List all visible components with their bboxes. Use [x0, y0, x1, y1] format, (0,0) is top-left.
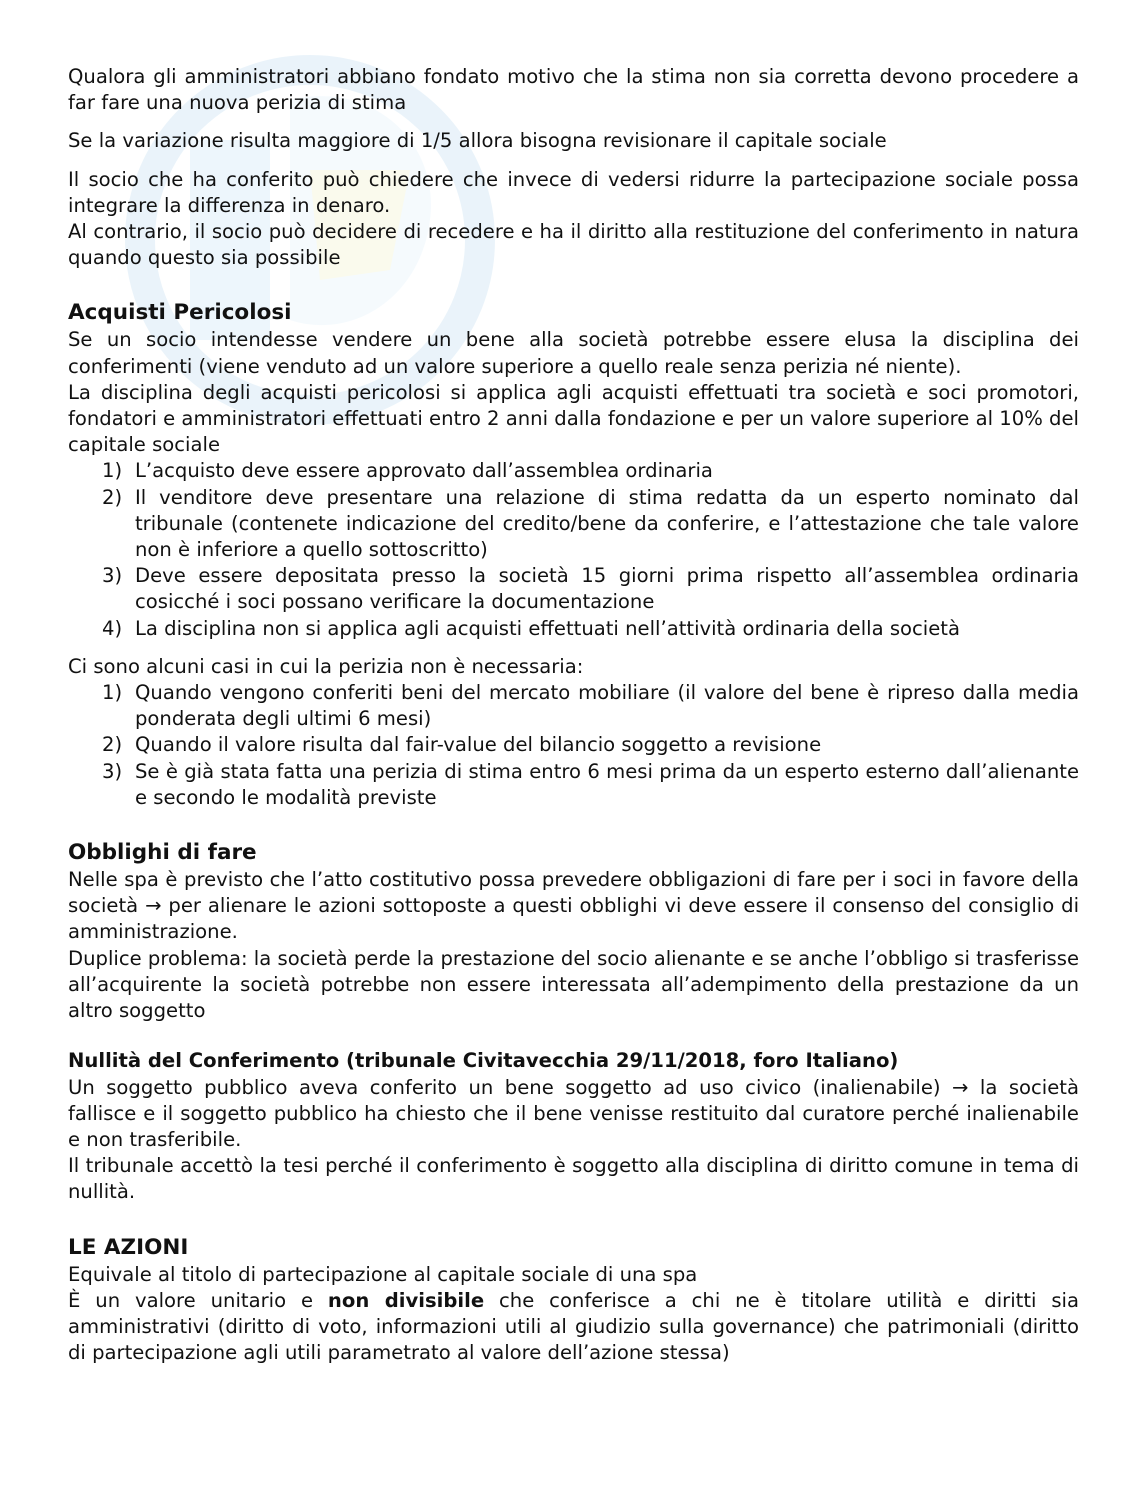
intro-paragraph-1: Qualora gli amministratori abbiano fondato motivo che la stima non sia corretta devono procedere a far fare una nuova perizia di stima [68, 65, 1079, 115]
nullita-paragraph-2: Il tribunale accettò la tesi perché il conferimento è soggetto alla disciplina di diritto comune in tema di nullità. [68, 1154, 1079, 1204]
obblighi-paragraph-1: Nelle spa è previsto che l’atto costitutivo possa prevedere obbligazioni di fare per i soci in favore della società → per alienare le azioni sottoposte a questi obblighi vi deve essere il consenso del consiglio di amministrazione. [68, 868, 1080, 944]
section-heading-nullita: Nullità del Conferimento (tribunale Civitavecchia 29/11/2018, foro Italiano) [68, 1049, 899, 1073]
list-item: 2) Il venditore deve presentare una relazione di stima redatta da un esperto nominato dal tribunale (contenete indicazione del credito/bene da conferire, e l’attestazione che tale valore non è inferiore a quello sottoscritto) [102, 485, 1079, 562]
intro-paragraph-2: Se la variazione risulta maggiore di 1/5 allora bisogna revisionare il capitale sociale [68, 129, 887, 153]
perizia-exceptions-list [68, 680, 1079, 811]
section-heading-acquisti: Acquisti Pericolosi [68, 300, 292, 326]
acquisti-paragraph-2: La disciplina degli acquisti pericolosi si applica agli acquisti effettuati tra società e soci promotori, fondatori e amministratori effettuati entro 2 anni dalla fondazione e per un valore superiore al 10% del capitale sociale [68, 380, 1079, 457]
obblighi-paragraph-2: Duplice problema: la società perde la prestazione del socio alienante e se anche l’obbligo si trasferisse all’acquirente la società potrebbe non essere interessata all’adempimento della prestazione da un altro soggetto [68, 946, 1079, 1023]
section-heading-azioni: LE AZIONI [68, 1234, 189, 1260]
acquisti-paragraph-1: Se un socio intendesse vendere un bene alla società potrebbe essere elusa la disciplina dei conferimenti (viene venduto ad un valore superiore a quello reale senza perizia né niente). [68, 328, 1079, 378]
azioni-paragraph-2: È un valore unitario e non divisibile che conferisce a chi ne è titolare utilità e diritti sia amministrativi (diritto di voto, informazioni utili al giudizio sulla governance) che patrimoniali (diritto di partecipazione agli utili parametrato al valore dell’azione stessa) [68, 1288, 1079, 1365]
list-item: 1) Quando vengono conferiti beni del mercato mobiliare (il valore del bene è ripreso dalla media ponderata degli ultimi 6 mesi) [102, 681, 1079, 731]
list-item: 2) Quando il valore risulta dal fair-value del bilancio soggetto a revisione [102, 733, 822, 757]
intro-paragraph-3a: Il socio che ha conferito può chiedere che invece di vedersi ridurre la partecipazione sociale possa integrare la differenza in denaro. [68, 167, 1079, 217]
emphasis-text: non divisibile [327, 1288, 485, 1312]
arrow-right-icon: → [145, 894, 162, 918]
nullita-paragraph-1: Un soggetto pubblico aveva conferito un bene soggetto ad uso civico (inalienabile) → la società fallisce e il soggetto pubblico ha chiesto che il bene venisse restituito dal curatore perché inalienabile e non trasferibile. [68, 1075, 1079, 1151]
azioni-paragraph-1: Equivale al titolo di partecipazione al capitale sociale di una spa [68, 1262, 698, 1286]
list-item: 3) Deve essere depositata presso la società 15 giorni prima rispetto all’assemblea ordinaria cosicché i soci possano verificare la documentazione [102, 564, 1079, 614]
intro-paragraph-3b: Al contrario, il socio può decidere di recedere e ha il diritto alla restituzione del conferimento in natura quando questo sia possibile [68, 220, 1079, 270]
acquisti-list [68, 458, 1079, 641]
list-item: 4) La disciplina non si applica agli acquisti effettuati nell’attività ordinaria della società [102, 616, 960, 640]
document-page [68, 64, 1079, 1366]
arrow-right-icon: → [952, 1075, 969, 1099]
section-heading-obblighi: Obblighi di fare [68, 840, 257, 866]
acquisti-paragraph-3: Ci sono alcuni casi in cui la perizia non è necessaria: [68, 654, 584, 678]
list-item: 3) Se è già stata fatta una perizia di stima entro 6 mesi prima da un esperto esterno dall’alienante e secondo le modalità previste [102, 759, 1079, 809]
list-item: 1) L’acquisto deve essere approvato dall’assemblea ordinaria [102, 459, 713, 483]
